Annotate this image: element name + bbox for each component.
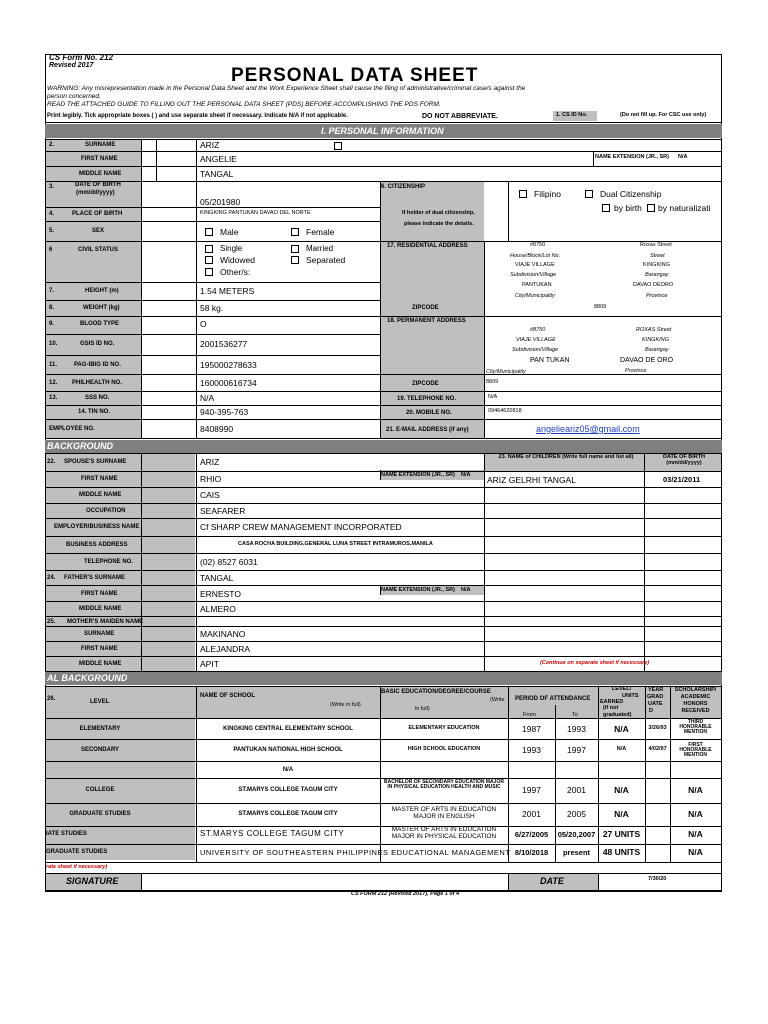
civil-widowed-checkbox[interactable]: [205, 256, 213, 264]
business-address-value[interactable]: CASA ROCHA BUILDING,GENERAL LUNA STREET INTRAMUROS,MANILA: [238, 541, 433, 547]
employer-value[interactable]: Cf SHARP CREW MANAGEMENT INCORPORATED: [200, 522, 402, 532]
education-level: GRADUATE STUDIES: [69, 811, 131, 817]
print-instructions: Print legibly. Tick appropriate boxes ( ) and use separate sheet if necessary. Indicate N/A if not applicable.: [47, 113, 348, 119]
citizenship-label: 6. CITIZENSHIP: [381, 184, 426, 190]
father-surname-value[interactable]: TANGAL: [200, 573, 234, 583]
by-naturalization-label: by naturalizati: [658, 203, 711, 213]
signature-label: SIGNATURE: [66, 876, 119, 886]
telephone-label: 19. TELEPHONE NO.: [397, 396, 457, 402]
permanent-street[interactable]: ROXAS Street: [636, 327, 672, 333]
item-number: 22.: [47, 459, 56, 465]
education-course[interactable]: MASTER OF ARTS IN EDUCATION MAJOR IN ENGLISH: [391, 806, 497, 820]
father-surname-label: FATHER'S SURNAME: [64, 575, 125, 581]
units-header-3: EARNED: [600, 699, 624, 705]
by-birth-label: by birth: [614, 203, 642, 213]
spouse-first-name-value[interactable]: RHIO: [200, 474, 222, 484]
barangay-caption: Barangay: [645, 272, 669, 278]
item-number: 4.: [49, 211, 55, 217]
item-number: 26.: [47, 696, 56, 702]
date-of-birth-label: DATE OF BIRTH: [75, 182, 121, 188]
education-level: COLLEGE: [85, 787, 115, 793]
education-units[interactable]: 48 UNITS: [602, 847, 641, 857]
write-note: (Write: [490, 697, 505, 703]
employee-number-value[interactable]: 8408990: [200, 424, 234, 434]
height-label: HEIGHT (m): [85, 288, 119, 294]
pagibig-value[interactable]: 195000278633: [200, 360, 257, 370]
civil-status-label: CIVIL STATUS: [78, 247, 119, 253]
residential-province[interactable]: DAVAO DEORO: [633, 282, 674, 288]
honors-header-2: ACADEMIC: [680, 694, 711, 700]
spouse-surname-label: SPOUSE'S SURNAME: [64, 459, 127, 465]
sex-male-label: Male: [220, 227, 239, 237]
in-full-note: in full): [415, 706, 430, 712]
separate-sheet-note: rate sheet if necessary): [46, 864, 108, 870]
education-course[interactable]: HIGH SCHOOL EDUCATION: [407, 746, 481, 752]
father-first-name-value[interactable]: ERNESTO: [200, 589, 241, 599]
date-value[interactable]: 7/30/20: [648, 876, 667, 882]
residential-zipcode-label: ZIPCODE: [412, 305, 439, 311]
education-units[interactable]: N/A: [614, 785, 629, 795]
from-header: From: [523, 712, 536, 718]
name-extension-value[interactable]: N/A: [678, 154, 688, 160]
permanent-province[interactable]: DAVAO DE ORO: [620, 357, 674, 364]
occupation-label: OCCUPATION: [86, 508, 126, 514]
employee-number-label: EMPLOYEE NO.: [49, 426, 95, 432]
date-of-birth-format: (mm/dd/yyyy): [76, 190, 115, 196]
units-header: LEVEL/: [611, 686, 632, 692]
citizenship-note-2: please indicate the details.: [404, 221, 474, 227]
middle-name-value[interactable]: TANGAL: [200, 169, 234, 179]
sss-label: SSS NO.: [85, 395, 110, 401]
education-units[interactable]: N/A: [614, 724, 629, 734]
year-graduated-header-4: D: [649, 708, 653, 714]
spouse-first-name-label: FIRST NAME: [81, 476, 118, 482]
place-of-birth-label: PLACE OF BIRTH: [72, 211, 123, 217]
education-honors[interactable]: N/A: [688, 829, 703, 839]
education-to[interactable]: 2001: [567, 785, 586, 795]
telephone-value[interactable]: N/A: [488, 394, 498, 400]
checkbox[interactable]: [334, 142, 342, 150]
education-units[interactable]: 27 UNITS: [602, 829, 641, 839]
email-label: 21. E-MAIL ADDRESS (if any): [386, 427, 469, 433]
item-number: 12.: [49, 380, 58, 386]
occupation-value[interactable]: SEAFARER: [200, 506, 246, 516]
weight-value[interactable]: 58 kg.: [200, 303, 224, 313]
education-to[interactable]: 1993: [567, 724, 586, 734]
city-caption: City/Municipality: [486, 369, 526, 375]
education-units[interactable]: N/A: [616, 746, 627, 752]
education-school[interactable]: UNIVERSITY OF SOUTHEASTERN PHILIPPINES EDUCATIONAL MANAGEMENT: [200, 848, 511, 857]
filipino-checkbox[interactable]: [519, 190, 527, 198]
education-honors[interactable]: N/A: [688, 809, 703, 819]
employer-label: EMPLOYER/BUSINESS NAME: [54, 524, 140, 530]
form-number: CS Form No. 212: [49, 53, 114, 62]
province-caption: Province: [646, 293, 668, 299]
course-header: BASIC EDUCATION/DEGREE/COURSE: [381, 689, 491, 695]
education-level: ELEMENTARY: [79, 726, 121, 732]
item-number: 24.: [47, 575, 56, 581]
education-level: IATE STUDIES: [46, 831, 87, 837]
education-school[interactable]: ST.MARYS COLLEGE TAGUM CITY: [200, 829, 345, 838]
by-birth-checkbox[interactable]: [602, 204, 610, 212]
item-number: 8.: [49, 305, 55, 311]
surname-label: SURNAME: [85, 142, 116, 148]
education-year-graduated[interactable]: 4/02/97: [648, 746, 667, 752]
residential-street[interactable]: Roxas Street: [640, 242, 672, 248]
civil-married-label: Married: [306, 244, 334, 253]
education-course[interactable]: MASTER OF ARTS IN EDUCATION MAJOR IN PHYSICAL EDUCATION: [391, 826, 497, 840]
civil-married-checkbox[interactable]: [291, 245, 299, 253]
spouse-name-extension-label: NAME EXTENSION (JR., SR): [381, 472, 455, 478]
education-school[interactable]: PANTUKAN NATIONAL HIGH SCHOOL: [233, 747, 343, 753]
sex-label: SEX: [92, 228, 105, 234]
section-family-background: BACKGROUND: [45, 440, 722, 453]
house-caption: House/Block/Lot No.: [510, 253, 561, 259]
mother-surname-label: SURNAME: [84, 631, 115, 637]
honors-header-4: RECEIVED: [681, 708, 710, 714]
form-revision: Revised 2017: [49, 62, 94, 69]
by-naturalization-checkbox[interactable]: [647, 204, 655, 212]
mother-surname-value[interactable]: MAKINANO: [200, 629, 246, 639]
education-from[interactable]: 1997: [522, 785, 541, 795]
page-footer: CS FORM 212 (Revised 2017), Page 1 of 4: [351, 891, 460, 897]
honors-header: SCHOLARSHIP/: [674, 687, 717, 693]
spouse-name-extension-value[interactable]: N/A: [461, 472, 471, 478]
education-level: SECONDARY: [80, 747, 120, 753]
residential-barangay[interactable]: KINGKING: [643, 262, 670, 268]
education-to[interactable]: 05/20,2007: [557, 830, 596, 839]
province-caption: Province: [625, 368, 647, 374]
mother-maiden-name-label: MOTHER'S MAIDEN NAME: [67, 619, 144, 625]
education-school[interactable]: N/A: [282, 767, 294, 773]
units-header-2: UNITS: [622, 693, 639, 699]
to-header: To: [572, 712, 578, 718]
residential-city[interactable]: PANTUKAN: [522, 282, 552, 288]
email-value[interactable]: angelieariz05@gmail.com: [536, 424, 640, 434]
first-name-value[interactable]: ANGELIE: [200, 154, 237, 164]
education-level: GRADUATE STUDIES: [46, 849, 108, 855]
item-number: 11.: [49, 362, 58, 368]
cs-id-label: 1. CS ID No.: [556, 112, 588, 118]
permanent-zipcode[interactable]: 8809: [486, 379, 499, 385]
father-name-extension-label: NAME EXTENSION (JR., SR): [381, 587, 455, 593]
residential-zipcode[interactable]: 8809: [594, 304, 607, 310]
write-in-full-note: (Write in full): [330, 702, 361, 708]
permanent-address-label: 18. PERMANENT ADDRESS: [387, 318, 466, 324]
education-to[interactable]: present: [562, 848, 591, 857]
school-header: NAME OF SCHOOL: [200, 693, 255, 699]
name-extension-label: NAME EXTENSION (JR., SR): [595, 154, 669, 160]
item-number: 13.: [49, 395, 58, 401]
permanent-zipcode-label: ZIPCODE: [412, 381, 439, 387]
subdivision-caption: Subdivision/Village: [512, 347, 559, 353]
residential-address-label: 17. RESIDENTIAL ADDRESS: [387, 243, 468, 249]
weight-label: WEIGHT (kg): [83, 305, 120, 311]
education-to[interactable]: 2005: [567, 809, 586, 819]
tin-label: 14. TIN NO.: [78, 409, 111, 415]
residential-house[interactable]: #8750: [530, 242, 546, 248]
civil-others-checkbox[interactable]: [205, 268, 213, 276]
year-graduated-header: YEAR: [648, 687, 664, 693]
education-honors[interactable]: N/A: [688, 847, 703, 857]
item-number: 9.: [49, 321, 55, 327]
continue-note: (Continue on separate sheet if necessary): [540, 660, 650, 666]
education-units[interactable]: N/A: [614, 809, 629, 819]
philhealth-value[interactable]: 160000616734: [200, 378, 257, 388]
cs-id-note: (Do not fill up. For CSC use only): [620, 112, 707, 118]
civil-single-label: Single: [220, 244, 243, 253]
education-year-graduated[interactable]: 3/26/93: [648, 725, 667, 731]
mobile-label: 20. MOBILE NO.: [406, 410, 452, 416]
residential-subdivision[interactable]: VIAJE VILLAGE: [515, 262, 555, 268]
item-number: 6: [49, 247, 53, 253]
citizenship-note: If holder of dual citizenship,: [402, 210, 475, 216]
education-from[interactable]: 8/10/2018: [514, 848, 549, 857]
spouse-middle-name-label: MIDDLE NAME: [79, 492, 122, 498]
page-title: PERSONAL DATA SHEET: [231, 65, 479, 86]
do-not-abbreviate: DO NOT ABBREVIATE.: [422, 113, 498, 120]
civil-separated-label: Separated: [306, 255, 346, 265]
education-from[interactable]: 1993: [522, 745, 541, 755]
mother-first-name-label: FIRST NAME: [81, 646, 118, 652]
sex-female-label: Female: [306, 227, 335, 237]
sss-value[interactable]: N/A: [200, 393, 215, 403]
sex-male-checkbox[interactable]: [205, 228, 213, 236]
section-educational-background: AL BACKGROUND: [45, 672, 722, 685]
civil-widowed-label: Widowed: [220, 255, 255, 265]
mother-middle-name-label: MIDDLE NAME: [79, 661, 122, 667]
mother-middle-name-value[interactable]: APIT: [200, 659, 219, 669]
dual-citizenship-checkbox[interactable]: [585, 190, 593, 198]
section-personal-information: I. PERSONAL INFORMATION: [45, 124, 722, 138]
children-label: 23. NAME of CHILDREN (Write full name and list all): [498, 454, 634, 460]
child-name-value[interactable]: ARIZ GELRHI TANGAL: [487, 475, 576, 485]
middle-name-label: MIDDLE NAME: [79, 171, 122, 177]
permanent-barangay[interactable]: KINGKING: [642, 337, 669, 343]
gsis-label: GSIS ID NO.: [80, 341, 115, 347]
level-header: LEVEL: [90, 699, 110, 705]
education-from[interactable]: 1987: [522, 724, 541, 734]
height-value[interactable]: 1.54 METERS: [200, 286, 255, 296]
item-number: 5.: [49, 228, 55, 234]
father-middle-name-value[interactable]: ALMERO: [200, 604, 236, 614]
permanent-subdivision[interactable]: VIAJE VILLAGE: [516, 337, 556, 343]
gsis-value[interactable]: 2001536277: [200, 339, 248, 349]
item-number: 25.: [47, 619, 56, 625]
education-from[interactable]: 2001: [522, 809, 541, 819]
civil-single-checkbox[interactable]: [205, 245, 213, 253]
filipino-label: Filipino: [534, 189, 561, 199]
place-of-birth-value[interactable]: KINGKING PANTUKAN DAVAO DEL NORTE: [200, 210, 311, 216]
street-caption: Street: [650, 253, 665, 259]
warning-text: WARNING: Any misrepresentation made in the Personal Data Sheet and the Work Experience Sheet shall cause the filing of administrative/criminal case/s against the: [47, 85, 526, 92]
item-number: 2.: [49, 142, 55, 148]
read-guide-text: READ THE ATTACHED GUIDE TO FILLING OUT THE PERSONAL DATA SHEET (PDS) BEFORE ACCOMPLISHING THE PDS FORM.: [47, 101, 441, 108]
child-dob-value[interactable]: 03/21/2011: [663, 475, 701, 484]
tin-value[interactable]: 940-395-763: [200, 407, 249, 417]
spouse-telephone-value[interactable]: (02) 8527 6031: [200, 557, 258, 567]
spouse-surname-value[interactable]: ARIZ: [200, 457, 220, 467]
education-school[interactable]: ST.MARYS COLLEGE TAGUM CITY: [238, 811, 338, 817]
father-first-name-label: FIRST NAME: [81, 591, 118, 597]
blood-type-value[interactable]: O: [200, 319, 207, 329]
mother-first-name-value[interactable]: ALEJANDRA: [200, 644, 251, 654]
sex-female-checkbox[interactable]: [291, 228, 299, 236]
year-graduated-header-3: UATE: [648, 701, 663, 707]
period-header: PERIOD OF ATTENDANCE: [515, 696, 591, 702]
mobile-value[interactable]: 09464620818: [488, 408, 522, 414]
date-label: DATE: [540, 876, 564, 886]
education-school[interactable]: KINGKING CENTRAL ELEMENTARY SCHOOL: [223, 726, 353, 732]
philhealth-label: PHILHEALTH NO.: [72, 380, 122, 386]
education-school[interactable]: ST.MARYS COLLEGE TAGUM CITY: [238, 787, 338, 793]
barangay-caption: Barangay: [645, 347, 669, 353]
education-honors[interactable]: N/A: [688, 785, 703, 795]
units-header-4: (if not: [603, 705, 619, 711]
subdivision-caption: Subdivision/Village: [510, 272, 557, 278]
surname-value[interactable]: ARIZ: [200, 140, 220, 150]
education-from[interactable]: 6/27/2005: [514, 830, 549, 839]
civil-separated-checkbox[interactable]: [291, 256, 299, 264]
education-course[interactable]: ELEMENTARY EDUCATION: [408, 725, 480, 731]
education-honors[interactable]: THIRD HONORABLE MENTION: [679, 719, 712, 735]
education-honors[interactable]: FIRST HONORABLE MENTION: [679, 742, 712, 758]
item-number: 10.: [49, 341, 58, 347]
father-middle-name-label: MIDDLE NAME: [79, 606, 122, 612]
blood-type-label: BLOOD TYPE: [80, 321, 120, 327]
units-header-5: graduated): [603, 712, 632, 718]
permanent-house[interactable]: #8750: [530, 327, 546, 333]
date-of-birth-value[interactable]: 05/201980: [200, 197, 241, 207]
warning-text-2: person concerned.: [47, 93, 101, 100]
dual-citizenship-label: Dual Citizenship: [600, 189, 662, 199]
civil-others-label: Other/s:: [220, 267, 251, 277]
children-dob-label: DATE OF BIRTH (mm/dd/yyyy): [662, 454, 706, 466]
business-address-label: BUSINESS ADDRESS: [66, 542, 128, 548]
item-number: 7.: [49, 288, 55, 294]
city-caption: City/Municipality: [515, 293, 555, 299]
year-graduated-header-2: GRAD: [647, 694, 664, 700]
item-number: 3.: [49, 184, 55, 190]
permanent-city[interactable]: PAN TUKAN: [530, 357, 570, 364]
first-name-label: FIRST NAME: [81, 156, 118, 162]
education-to[interactable]: 1997: [567, 745, 586, 755]
honors-header-3: HONORS: [683, 701, 708, 707]
spouse-middle-name-value[interactable]: CAIS: [200, 490, 220, 500]
education-course[interactable]: BACHELOR OF SECONDARY EDUCATION MAJOR IN PHYSICAL EDUCATION HEALTH AND MUSIC: [384, 779, 504, 790]
father-name-extension-value[interactable]: N/A: [461, 587, 471, 593]
pagibig-label: PAG-IBIG ID NO.: [74, 362, 121, 368]
spouse-telephone-label: TELEPHONE NO.: [84, 559, 134, 565]
